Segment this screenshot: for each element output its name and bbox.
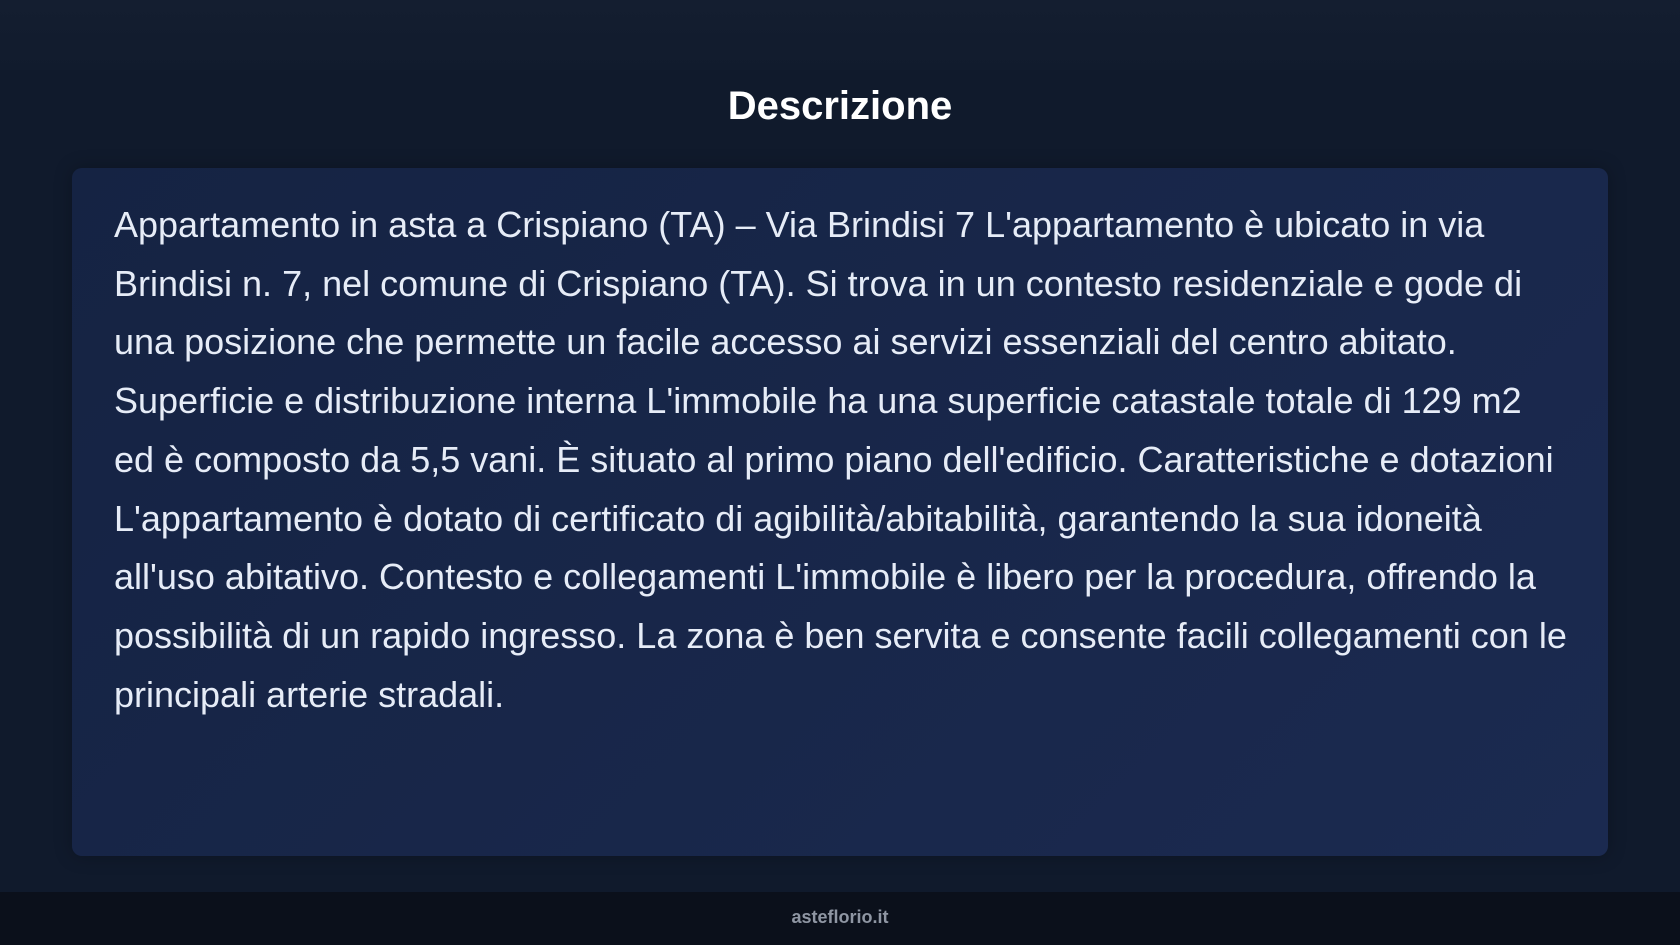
description-text: Appartamento in asta a Crispiano (TA) – Via Brindisi 7 L'appartamento è ubicato in via Brindisi n. 7, nel comune di Crispiano (TA). Si trova in un contesto residenziale e gode di una posizione che permette un facile accesso ai servizi essenziali del centro abitato. Superficie e distribuzione interna L'immobile ha una superficie catastale totale di 129 m2 ed è composto da 5,5 vani. È situato al primo piano dell'edificio. Caratteristiche e dotazioni L'appartamento è dotato di certificato di agibilità/abitabilità, garantendo la sua idoneità all'uso abitativo. Contesto e collegamenti L'immobile è libero per la procedura, offrendo la possibilità di un rapido ingresso. La zona è ben servita e consente facili collegamenti con le principali arterie stradali.	[114, 204, 1567, 715]
footer-site-label: asteflorio.it	[791, 907, 889, 927]
section-title: Descrizione	[727, 84, 953, 128]
description-panel	[72, 168, 1608, 856]
top-band	[0, 0, 1680, 70]
footer	[0, 892, 1680, 945]
